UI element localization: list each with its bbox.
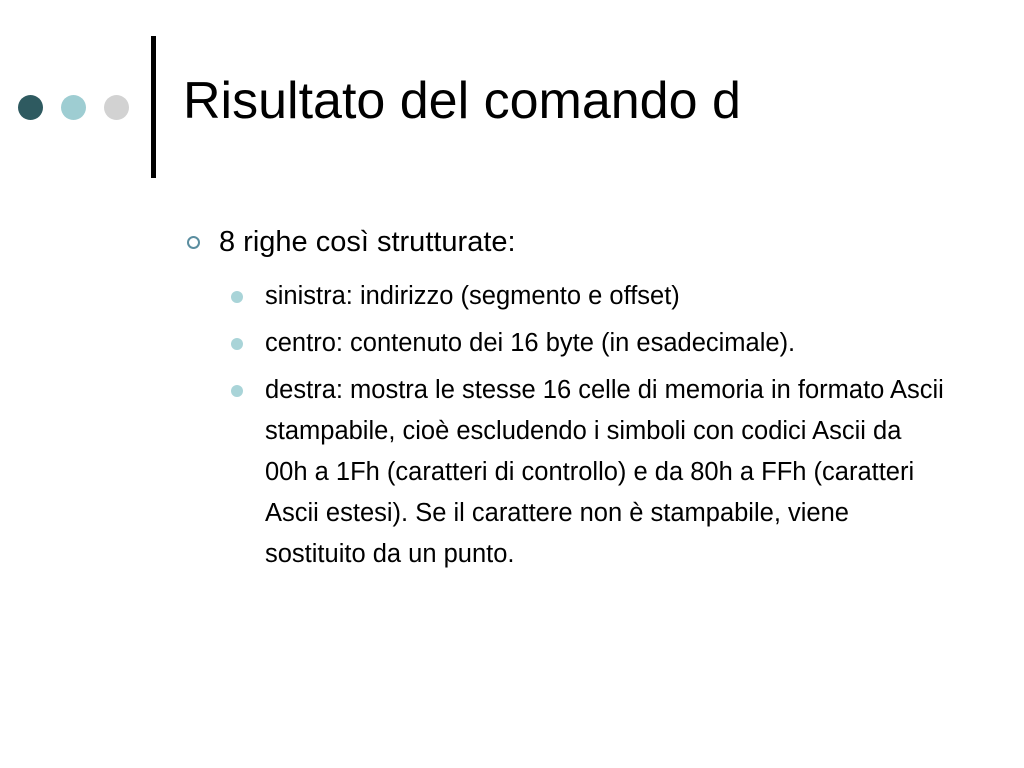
disc-bullet-icon bbox=[231, 291, 243, 303]
slide-title: Risultato del comando d bbox=[183, 72, 741, 130]
sub-bullet-list bbox=[229, 276, 949, 575]
ring-bullet-icon bbox=[187, 236, 200, 249]
sub-bullet-item bbox=[229, 323, 949, 364]
decorative-dot-gray bbox=[104, 95, 129, 120]
decorative-dot-dark bbox=[18, 95, 43, 120]
disc-bullet-icon bbox=[231, 338, 243, 350]
sub-bullet-text: destra: mostra le stesse 16 celle di memoria in formato Ascii stampabile, cioè escludendo i simboli con codici Ascii da 00h a 1Fh (caratteri di controllo) e da 80h a FFh (caratteri Ascii estesi). Se il carattere non è stampabile, viene sostituito da un punto. bbox=[265, 376, 944, 568]
sub-bullet-item bbox=[229, 276, 949, 317]
disc-bullet-icon bbox=[231, 385, 243, 397]
bullet-text: 8 righe così strutturate: bbox=[219, 226, 516, 258]
sub-bullet-text: sinistra: indirizzo (segmento e offset) bbox=[265, 282, 680, 310]
decorative-dot-teal bbox=[61, 95, 86, 120]
bullet-item bbox=[183, 224, 963, 260]
title-divider bbox=[151, 36, 156, 178]
slide-content bbox=[183, 224, 963, 581]
sub-bullet-text: centro: contenuto dei 16 byte (in esadecimale). bbox=[265, 329, 796, 357]
sub-bullet-item bbox=[229, 370, 949, 575]
